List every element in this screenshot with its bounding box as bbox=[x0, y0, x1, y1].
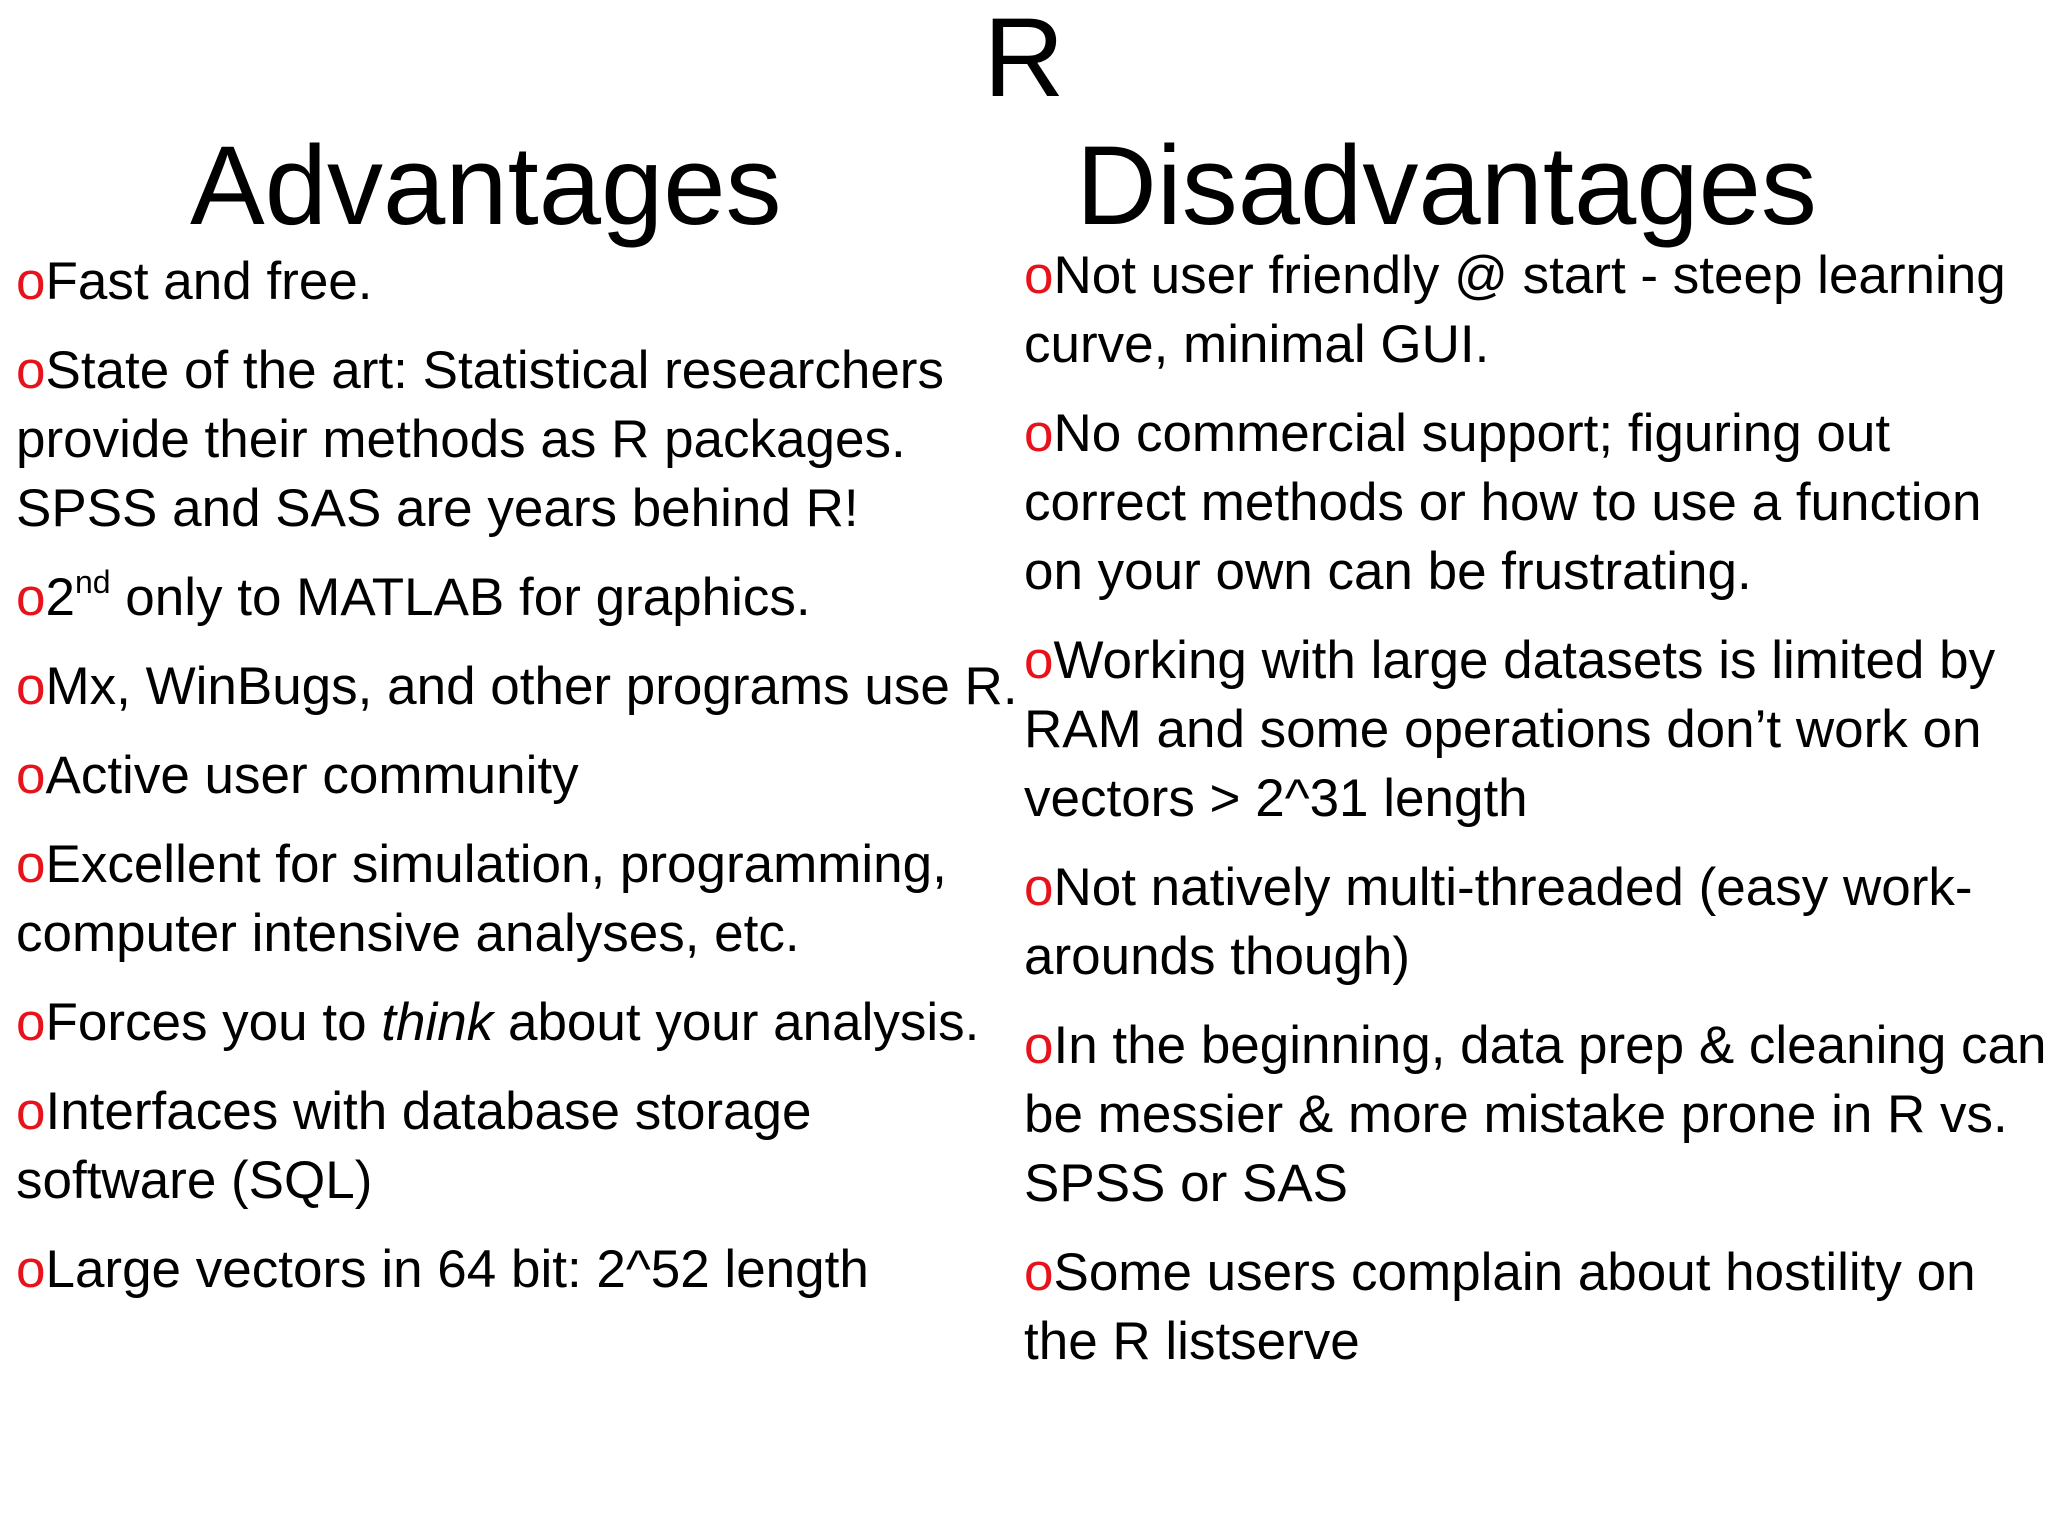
disadvantage-text: Not natively multi-threaded (easy work-arounds though) bbox=[1024, 858, 1973, 986]
ordinal-suffix: nd bbox=[74, 564, 111, 600]
disadvantage-item bbox=[1024, 241, 2048, 379]
bullet-marker: o bbox=[1024, 1016, 1054, 1075]
advantage-item bbox=[16, 336, 1026, 543]
advantage-item bbox=[16, 247, 1026, 316]
disadvantage-text: Some users complain about hostility on the R listserve bbox=[1024, 1243, 1976, 1371]
disadvantage-item bbox=[1024, 399, 2048, 606]
advantage-item bbox=[16, 988, 1026, 1057]
advantage-item bbox=[16, 741, 1026, 810]
advantage-text: Active user community bbox=[45, 746, 579, 805]
advantage-text: Excellent for simulation, programming, computer intensive analyses, etc. bbox=[16, 835, 947, 963]
disadvantages-list bbox=[1024, 241, 2048, 1396]
disadvantage-item bbox=[1024, 853, 2048, 991]
bullet-marker: o bbox=[16, 252, 46, 311]
emphasis-text: think bbox=[381, 993, 494, 1052]
bullet-marker: o bbox=[16, 746, 46, 805]
advantage-text: only to MATLAB for graphics. bbox=[110, 568, 811, 627]
slide-title: R bbox=[983, 0, 1065, 120]
advantage-item bbox=[16, 1235, 1026, 1304]
advantage-text: Interfaces with database storage software (SQL) bbox=[16, 1082, 812, 1210]
bullet-marker: o bbox=[1024, 404, 1054, 463]
advantage-text: Large vectors in 64 bit: 2^52 length bbox=[45, 1240, 869, 1299]
bullet-marker: o bbox=[16, 835, 46, 894]
advantage-text: Fast and free. bbox=[45, 252, 373, 311]
advantage-item bbox=[16, 652, 1026, 721]
disadvantage-text: In the beginning, data prep & cleaning can be messier & more mistake prone in R vs. SPSS or SAS bbox=[1024, 1016, 2047, 1213]
bullet-marker: o bbox=[16, 1240, 46, 1299]
bullet-marker: o bbox=[1024, 246, 1054, 305]
disadvantages-heading: Disadvantages bbox=[1076, 123, 1817, 248]
bullet-marker: o bbox=[16, 568, 46, 627]
advantage-item bbox=[16, 1077, 1026, 1215]
advantage-text: Mx, WinBugs, and other programs use R. bbox=[45, 657, 1018, 716]
disadvantage-text: Not user friendly @ start - steep learning curve, minimal GUI. bbox=[1024, 246, 2006, 374]
disadvantage-item bbox=[1024, 1011, 2048, 1218]
disadvantage-item bbox=[1024, 1238, 2048, 1376]
advantage-item bbox=[16, 830, 1026, 968]
advantages-list bbox=[16, 247, 1026, 1324]
disadvantage-item bbox=[1024, 626, 2048, 833]
bullet-marker: o bbox=[1024, 858, 1054, 917]
bullet-marker: o bbox=[16, 1082, 46, 1141]
disadvantage-text: No commercial support; figuring out correct methods or how to use a function on your own can be frustrating. bbox=[1024, 404, 1982, 601]
advantages-heading: Advantages bbox=[190, 123, 782, 248]
bullet-marker: o bbox=[1024, 1243, 1054, 1302]
bullet-marker: o bbox=[16, 993, 46, 1052]
advantage-item bbox=[16, 563, 1026, 632]
advantage-text: 2 bbox=[45, 568, 75, 627]
bullet-marker: o bbox=[1024, 631, 1054, 690]
advantage-text: State of the art: Statistical researchers provide their methods as R packages. SPSS and SAS are years behind R! bbox=[16, 341, 944, 538]
bullet-marker: o bbox=[16, 657, 46, 716]
advantage-text: about your analysis. bbox=[493, 993, 980, 1052]
bullet-marker: o bbox=[16, 341, 46, 400]
disadvantage-text: Working with large datasets is limited by RAM and some operations don’t work on vectors > 2^31 length bbox=[1024, 631, 1996, 828]
advantage-text: Forces you to bbox=[45, 993, 382, 1052]
